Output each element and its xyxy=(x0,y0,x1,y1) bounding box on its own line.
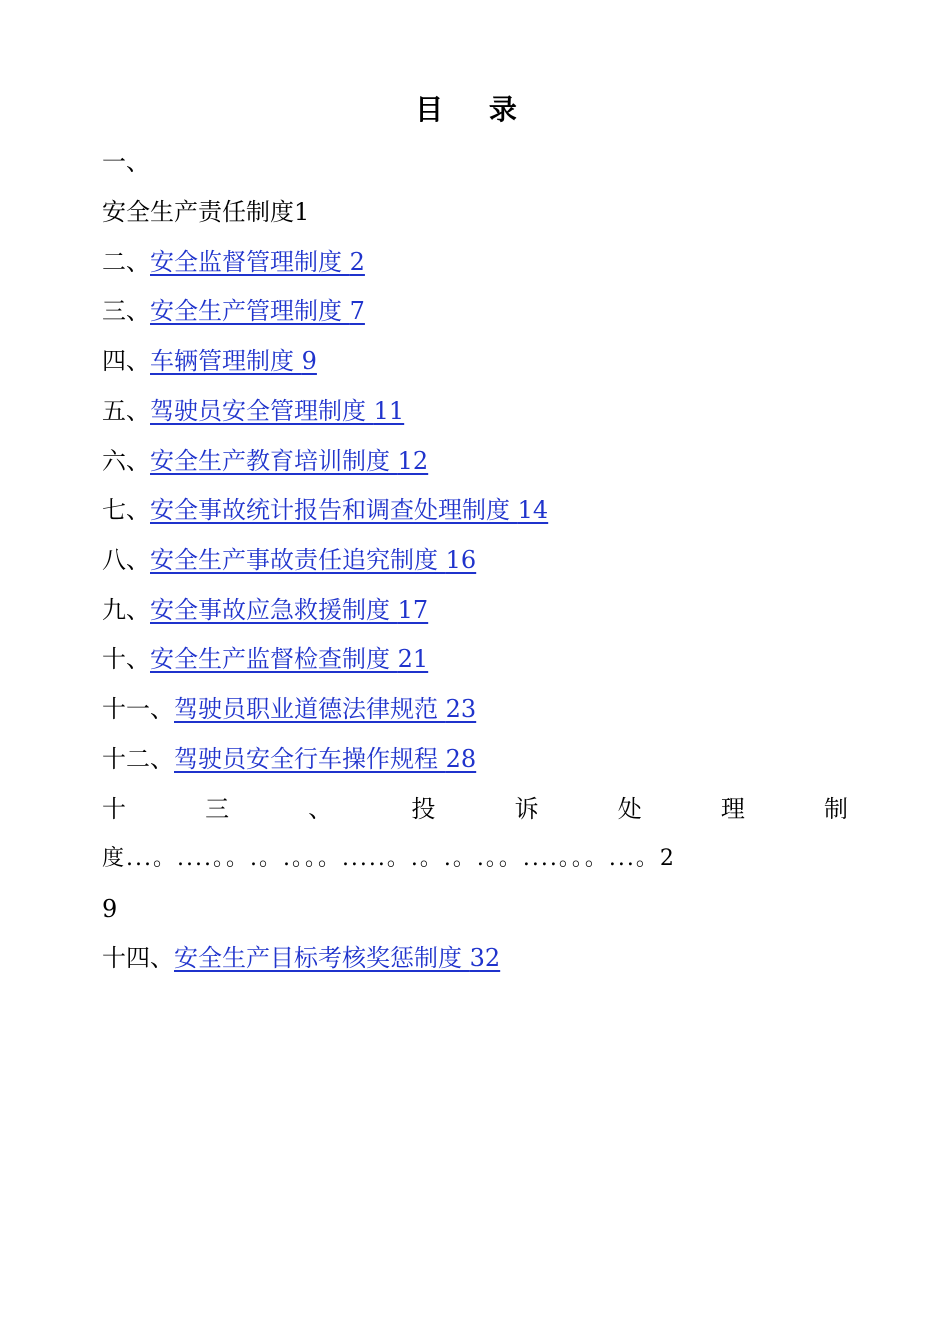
toc-item-13-char: 、 xyxy=(308,795,333,823)
toc-link-7[interactable] xyxy=(150,496,548,524)
toc-item-6 xyxy=(102,445,428,477)
toc-item-1[interactable] xyxy=(102,196,309,228)
toc-item-13-char: 理 xyxy=(720,795,745,823)
toc-item-10-prefix: 十、 xyxy=(102,645,150,673)
toc-item-7 xyxy=(102,494,548,526)
toc-item-1-page: 1 xyxy=(294,198,310,226)
toc-item-2-prefix: 二、 xyxy=(102,248,150,276)
toc-link-4[interactable] xyxy=(150,347,317,375)
toc-item-2-page: 2 xyxy=(349,248,365,276)
toc-item-4-text: 车辆管理制度 xyxy=(150,347,294,375)
toc-link-10[interactable] xyxy=(150,645,428,673)
toc-item-8 xyxy=(102,544,476,576)
toc-item-13-dot-leader: 度...。....。。.。.。。。.....。.。.。.。。....。。。...。2 xyxy=(102,846,676,871)
toc-item-13-char: 制 xyxy=(823,795,848,823)
toc-item-10-page: 21 xyxy=(397,645,429,673)
toc-item-13-char: 十 xyxy=(102,795,126,823)
toc-item-9-prefix: 九、 xyxy=(102,596,150,624)
toc-item-7-text: 安全事故统计报告和调查处理制度 xyxy=(150,496,510,524)
toc-item-4 xyxy=(102,345,317,377)
toc-item-11 xyxy=(102,693,476,725)
toc-item-12-text: 驾驶员安全行车操作规程 xyxy=(174,745,438,773)
toc-item-13-char: 诉 xyxy=(514,795,539,823)
toc-item-3 xyxy=(102,295,365,327)
toc-item-3-page: 7 xyxy=(349,297,365,325)
toc-item-13-char: 三 xyxy=(205,795,230,823)
toc-item-9 xyxy=(102,594,428,626)
toc-item-11-text: 驾驶员职业道德法律规范 xyxy=(174,695,438,723)
toc-item-5-page: 11 xyxy=(373,397,405,425)
toc-item-13-heading[interactable] xyxy=(102,793,848,825)
toc-link-14[interactable] xyxy=(174,944,500,972)
toc-item-7-prefix: 七、 xyxy=(102,496,150,524)
toc-item-6-page: 12 xyxy=(397,447,429,475)
toc-link-5[interactable] xyxy=(150,397,404,425)
toc-item-13-page-tail: 9 xyxy=(102,895,118,923)
toc-item-5-text: 驾驶员安全管理制度 xyxy=(150,397,366,425)
toc-item-14 xyxy=(102,942,500,974)
toc-item-1-text: 安全生产责任制度 xyxy=(102,198,294,226)
toc-link-3[interactable] xyxy=(150,297,365,325)
toc-item-14-page: 32 xyxy=(469,944,501,972)
toc-link-8[interactable] xyxy=(150,546,476,574)
toc-item-14-text: 安全生产目标考核奖惩制度 xyxy=(174,944,462,972)
toc-item-8-prefix: 八、 xyxy=(102,546,150,574)
toc-title: 目 录 xyxy=(415,93,535,126)
toc-link-9[interactable] xyxy=(150,596,428,624)
toc-item-3-prefix: 三、 xyxy=(102,297,150,325)
toc-item-12-prefix: 十二、 xyxy=(102,745,174,773)
toc-item-9-text: 安全事故应急救援制度 xyxy=(150,596,390,624)
toc-item-3-text: 安全生产管理制度 xyxy=(150,297,342,325)
toc-item-12-page: 28 xyxy=(445,745,477,773)
toc-item-10 xyxy=(102,643,428,675)
toc-item-2 xyxy=(102,246,365,278)
toc-item-14-prefix: 十四、 xyxy=(102,944,174,972)
toc-item-13-char: 投 xyxy=(411,795,436,823)
toc-item-1-prefix: 一、 xyxy=(102,148,150,176)
toc-item-8-text: 安全生产事故责任追究制度 xyxy=(150,546,438,574)
toc-item-6-text: 安全生产教育培训制度 xyxy=(150,447,390,475)
toc-item-9-page: 17 xyxy=(397,596,429,624)
toc-item-8-page: 16 xyxy=(445,546,477,574)
toc-link-6[interactable] xyxy=(150,447,428,475)
toc-link-2[interactable] xyxy=(150,248,365,276)
toc-link-12[interactable] xyxy=(174,745,476,773)
toc-item-5-prefix: 五、 xyxy=(102,397,150,425)
toc-item-2-text: 安全监督管理制度 xyxy=(150,248,342,276)
toc-item-13-char: 处 xyxy=(617,795,642,823)
toc-item-11-prefix: 十一、 xyxy=(102,695,174,723)
toc-item-4-page: 9 xyxy=(301,347,317,375)
toc-item-12 xyxy=(102,743,476,775)
toc-item-11-page: 23 xyxy=(445,695,477,723)
toc-item-7-page: 14 xyxy=(517,496,549,524)
toc-item-4-prefix: 四、 xyxy=(102,347,150,375)
toc-item-5 xyxy=(102,395,404,427)
toc-link-11[interactable] xyxy=(174,695,476,723)
toc-item-6-prefix: 六、 xyxy=(102,447,150,475)
toc-item-10-text: 安全生产监督检查制度 xyxy=(150,645,390,673)
